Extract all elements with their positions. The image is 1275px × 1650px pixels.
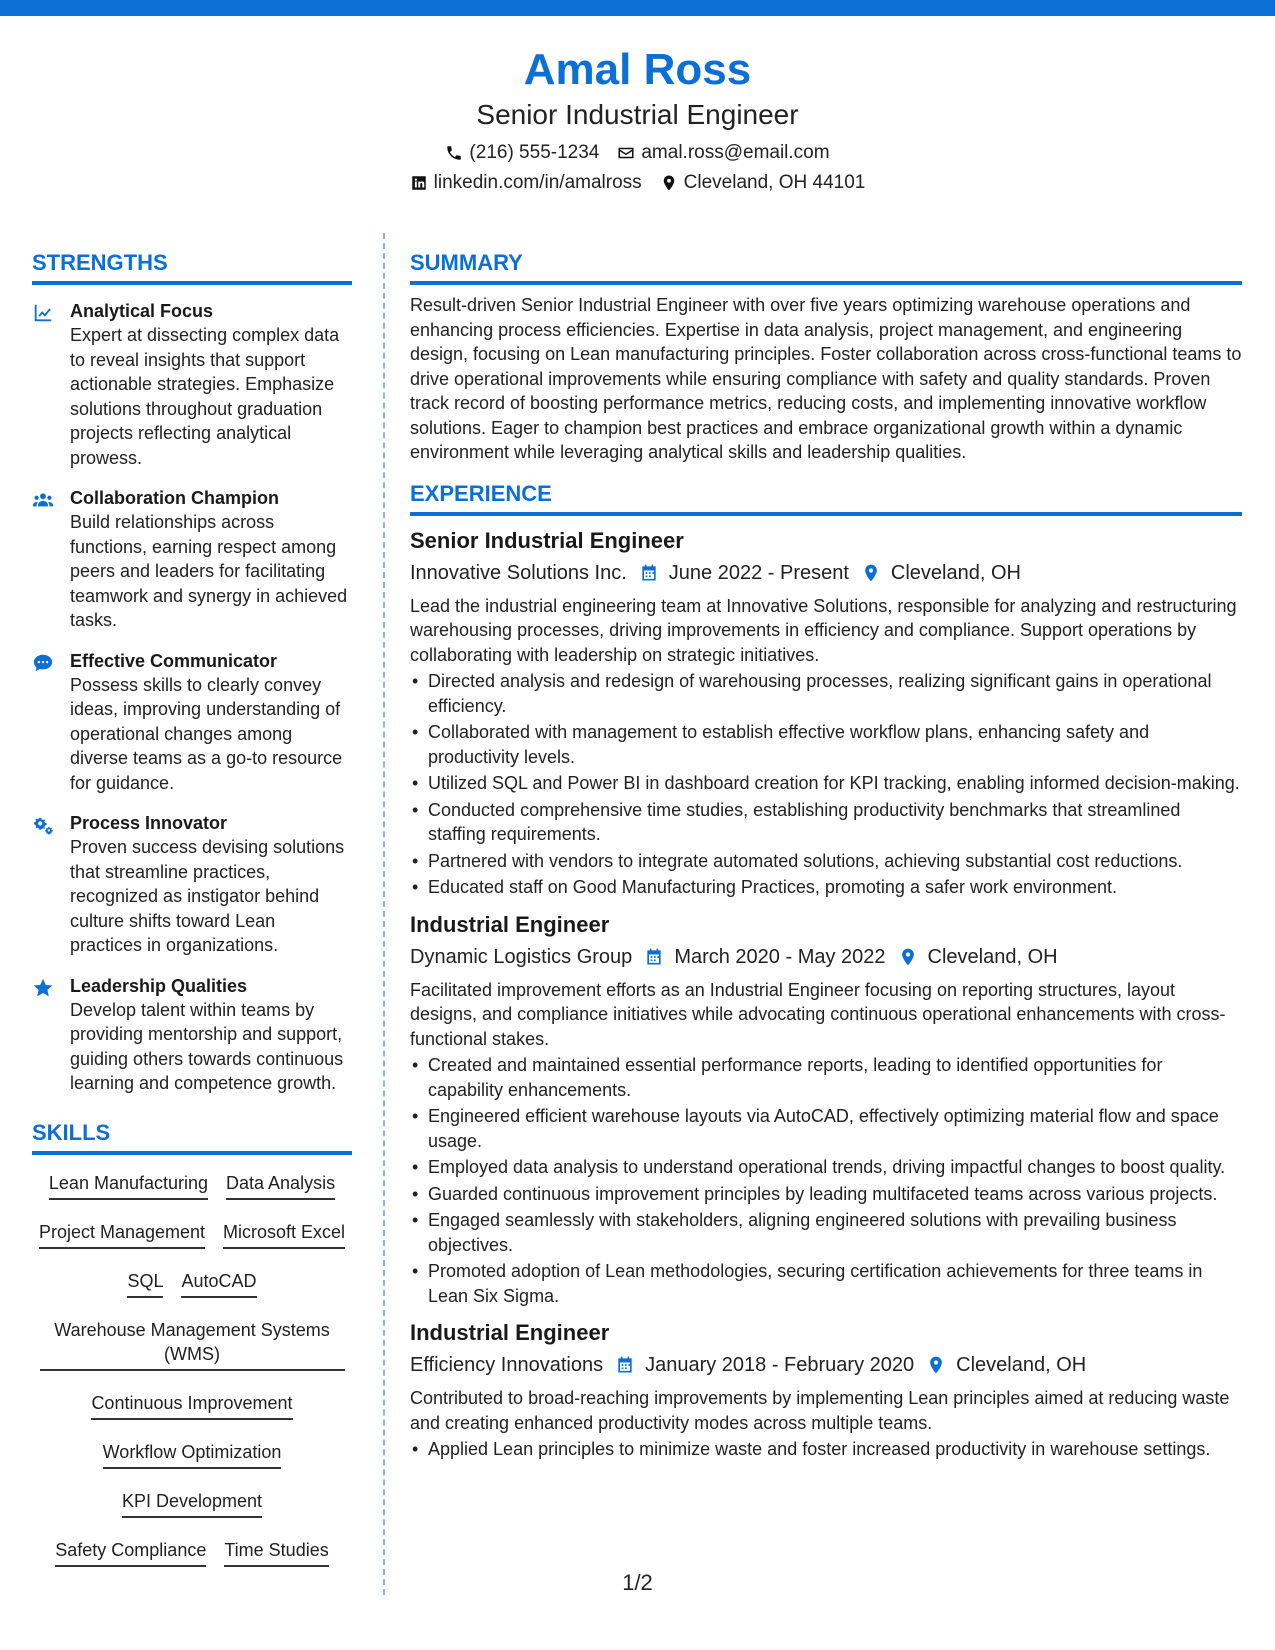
job-entry bbox=[410, 1318, 1242, 1462]
column-divider bbox=[383, 233, 385, 1595]
strength-title: Process Innovator bbox=[70, 813, 228, 833]
email-contact[interactable] bbox=[617, 140, 829, 166]
strength-title: Analytical Focus bbox=[70, 301, 214, 321]
job-meta bbox=[410, 942, 1242, 972]
job-bullet: • Promoted adoption of Lean methodologies, securing certification achievements for three teams in Lean Six Sigma. bbox=[410, 1259, 1242, 1308]
strength-title: Leadership Qualities bbox=[70, 975, 248, 996]
job-bullet: • Collaborated with management to establish effective workflow plans, enhancing safety and productivity levels. bbox=[410, 720, 1242, 769]
chart-line-icon bbox=[32, 302, 54, 324]
phone-icon bbox=[445, 144, 463, 162]
job-company: Innovative Solutions Inc. bbox=[410, 561, 627, 584]
summary-heading: SUMMARY bbox=[410, 248, 1242, 285]
strengths-heading: STRENGTHS bbox=[32, 248, 352, 285]
strength-item bbox=[32, 649, 352, 796]
job-bullets bbox=[410, 669, 1242, 900]
calendar-icon bbox=[644, 947, 664, 967]
star-icon bbox=[32, 977, 54, 999]
skill-tag: Project Management bbox=[39, 1220, 205, 1249]
calendar-icon bbox=[639, 563, 659, 583]
map-pin-icon bbox=[660, 174, 678, 192]
linkedin-icon bbox=[410, 174, 428, 192]
job-location: Cleveland, OH bbox=[890, 561, 1021, 584]
job-dates: January 2018 - February 2020 bbox=[645, 1354, 915, 1376]
strength-item bbox=[32, 974, 352, 1096]
strength-desc: Proven success devising solutions that streamline practices, recognized as instigator behind culture shifts toward Lean practices in organizations. bbox=[70, 837, 345, 955]
skill-tag: Time Studies bbox=[224, 1538, 328, 1567]
job-bullet: • Educated staff on Good Manufacturing Practices, promoting a safer work environment. bbox=[410, 875, 1242, 900]
job-title: Industrial Engineer bbox=[410, 1320, 610, 1345]
skills-list bbox=[32, 1171, 352, 1567]
skill-tag: Microsoft Excel bbox=[223, 1220, 345, 1249]
right-column bbox=[410, 248, 1242, 1462]
strength-item bbox=[32, 811, 352, 958]
job-bullet: • Applied Lean principles to minimize waste and foster increased productivity in warehouse settings. bbox=[410, 1437, 1242, 1462]
skill-tag: SQL bbox=[127, 1269, 163, 1298]
calendar-icon bbox=[615, 1355, 635, 1375]
left-column bbox=[32, 248, 352, 1567]
contact-row-2 bbox=[0, 170, 1275, 196]
summary-text: Result-driven Senior Industrial Engineer with over five years optimizing warehouse operations and enhancing process efficiencies. Expertise in data analysis, project management, and engineering design, focusing on Lean manufacturing principles. Foster collaboration across cross-functional teams to drive operational improvements while ensuring compliance with safety and quality standards. Proven track record of boosting performance metrics, reducing costs, and implementing innovative workflow solutions. Eager to champion best practices and embrace organizational growth within a dynamic environment while leveraging analytical skills and leadership qualities. bbox=[410, 295, 1242, 462]
linkedin-text: linkedin.com/in/amalross bbox=[433, 172, 642, 193]
job-company: Dynamic Logistics Group bbox=[410, 945, 633, 968]
phone-text: (216) 555-1234 bbox=[469, 142, 600, 163]
skill-tag: Continuous Improvement bbox=[91, 1391, 292, 1420]
map-pin-icon bbox=[861, 563, 881, 583]
page-number: 1/2 bbox=[622, 1570, 653, 1595]
location-text: Cleveland, OH 44101 bbox=[683, 172, 866, 193]
skill-tag: Data Analysis bbox=[226, 1171, 335, 1200]
job-location: Cleveland, OH bbox=[956, 1354, 1087, 1376]
job-bullet: • Guarded continuous improvement principles by leading multifaceted teams across various projects. bbox=[410, 1182, 1242, 1207]
job-company: Efficiency Innovations bbox=[410, 1354, 604, 1376]
job-bullet: • Utilized SQL and Power BI in dashboard creation for KPI tracking, enabling informed decision-making. bbox=[410, 771, 1242, 796]
strength-item bbox=[32, 299, 352, 470]
job-location: Cleveland, OH bbox=[927, 945, 1058, 968]
chat-bubble-icon bbox=[32, 652, 54, 674]
candidate-name: Amal Ross bbox=[523, 45, 752, 94]
linkedin-contact[interactable] bbox=[410, 170, 642, 196]
skill-tag: Warehouse Management Systems (WMS) bbox=[40, 1318, 345, 1371]
job-meta bbox=[410, 558, 1242, 588]
job-description: Facilitated improvement efforts as an Industrial Engineer focusing on reporting structures, layout designs, and compliance initiatives while advocating continuous operational enhancements with cross-functional stakes. bbox=[410, 979, 1226, 1049]
job-entry bbox=[410, 526, 1242, 900]
strength-desc: Develop talent within teams by providing mentorship and support, guiding others towards continuous learning and competence growth. bbox=[70, 999, 344, 1093]
strength-item bbox=[32, 486, 352, 633]
phone-contact bbox=[445, 140, 599, 166]
job-bullet: • Engineered efficient warehouse layouts via AutoCAD, effectively optimizing material flow and space usage. bbox=[410, 1104, 1242, 1153]
job-title: Senior Industrial Engineer bbox=[410, 527, 684, 553]
map-pin-icon bbox=[898, 947, 918, 967]
skill-tag: Workflow Optimization bbox=[103, 1440, 282, 1469]
job-bullet: • Employed data analysis to understand operational trends, driving impactful changes to boost quality. bbox=[410, 1155, 1242, 1180]
job-bullet: • Partnered with vendors to integrate automated solutions, achieving substantial cost reductions. bbox=[410, 849, 1242, 874]
job-bullets bbox=[410, 1053, 1242, 1308]
job-bullet: • Conducted comprehensive time studies, establishing productivity benchmarks that streamlined staffing requirements. bbox=[410, 798, 1242, 847]
skill-tag: KPI Development bbox=[122, 1489, 262, 1518]
skill-tag: Safety Compliance bbox=[55, 1538, 206, 1567]
experience-heading: EXPERIENCE bbox=[410, 479, 1242, 516]
job-bullet: • Created and maintained essential performance reports, leading to identified opportunities for capability enhancements. bbox=[410, 1053, 1242, 1102]
job-description: Contributed to broad-reaching improvements by implementing Lean principles aimed at reducing waste and creating enhanced productivity modes across multiple teams. bbox=[410, 1388, 1230, 1433]
resume-header bbox=[0, 42, 1275, 196]
skill-tag: AutoCAD bbox=[181, 1269, 256, 1298]
job-title: Industrial Engineer bbox=[410, 911, 610, 937]
job-bullet: • Engaged seamlessly with stakeholders, aligning engineered solutions with prevailing business objectives. bbox=[410, 1208, 1242, 1257]
job-bullets bbox=[410, 1437, 1242, 1462]
location-contact bbox=[660, 170, 866, 196]
email-text: amal.ross@email.com bbox=[641, 142, 830, 163]
job-dates: March 2020 - May 2022 bbox=[674, 945, 886, 968]
job-description: Lead the industrial engineering team at Innovative Solutions, responsible for analyzing and restructuring warehousing processes, driving improvements in efficiency and compliance. Support operations by collaborating with leadership on strategic initiatives. bbox=[410, 595, 1237, 665]
job-bullet: • Directed analysis and redesign of warehousing processes, realizing significant gains in operational efficiency. bbox=[410, 669, 1242, 718]
strength-desc: Build relationships across functions, earning respect among peers and leaders for facilitating teamwork and synergy in achieved tasks. bbox=[70, 512, 348, 630]
job-meta bbox=[410, 1350, 1242, 1380]
candidate-title: Senior Industrial Engineer bbox=[476, 99, 799, 130]
users-icon bbox=[32, 489, 54, 511]
strength-title: Effective Communicator bbox=[70, 650, 278, 671]
job-entry bbox=[410, 910, 1242, 1309]
top-accent-bar bbox=[0, 0, 1275, 16]
strength-title: Collaboration Champion bbox=[70, 488, 279, 508]
cogs-icon bbox=[32, 814, 54, 836]
skill-tag: Lean Manufacturing bbox=[49, 1171, 208, 1200]
contact-row-1 bbox=[0, 140, 1275, 166]
envelope-icon bbox=[617, 144, 635, 162]
strengths-list bbox=[32, 299, 352, 1096]
strength-desc: Expert at dissecting complex data to reveal insights that support actionable strategies. Emphasize solutions throughout graduation projects reflecting analytical prowess. bbox=[70, 325, 340, 468]
job-dates: June 2022 - Present bbox=[668, 561, 849, 584]
skills-heading: SKILLS bbox=[32, 1118, 352, 1155]
strength-desc: Possess skills to clearly convey ideas, improving understanding of operational changes among diverse teams as a go-to resource for guidance. bbox=[70, 674, 343, 793]
map-pin-icon bbox=[926, 1355, 946, 1375]
